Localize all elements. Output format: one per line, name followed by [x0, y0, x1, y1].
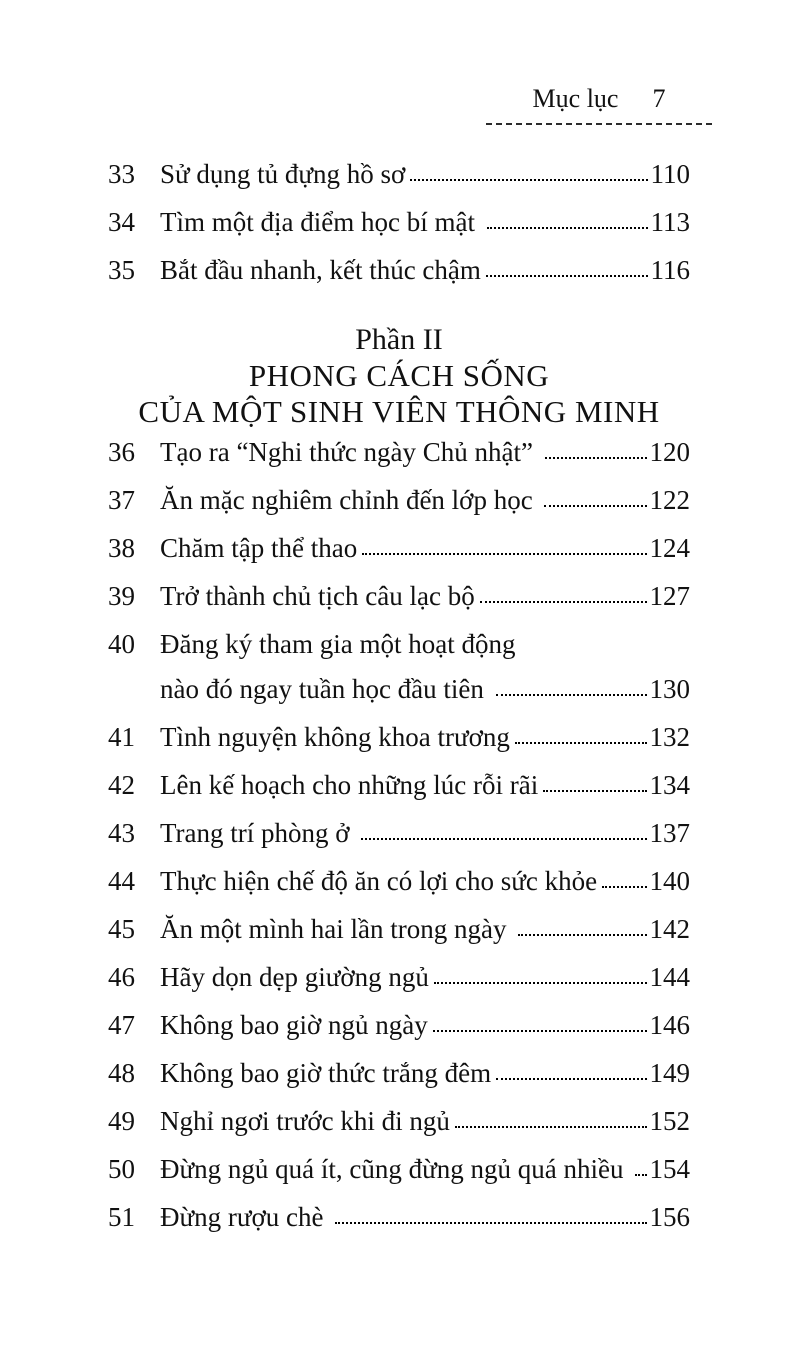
- entry-page-number: 113: [650, 207, 690, 237]
- entry-lines: [160, 1153, 690, 1185]
- toc-entry-41[interactable]: [108, 721, 690, 753]
- entry-line: [160, 158, 690, 190]
- entry-line: [160, 721, 690, 753]
- entry-number: 33: [108, 159, 135, 189]
- entry-title: Ăn một mình hai lần trong ngày: [160, 914, 514, 944]
- entry-lines: [160, 158, 690, 190]
- entry-line: [160, 673, 690, 705]
- entry-number: 46: [108, 962, 135, 992]
- toc-entry-47[interactable]: [108, 1009, 690, 1041]
- section-heading: [108, 322, 690, 430]
- toc-entry-42[interactable]: [108, 769, 690, 801]
- entry-lines: [160, 1057, 690, 1089]
- entry-page-number: 130: [649, 674, 690, 704]
- dot-leader: [434, 982, 647, 984]
- toc-entry-46[interactable]: [108, 961, 690, 993]
- entry-number: 39: [108, 581, 135, 611]
- entry-number: 47: [108, 1010, 135, 1040]
- entry-page-number: 132: [649, 722, 690, 752]
- entry-line: [160, 769, 690, 801]
- entry-number: 44: [108, 866, 135, 896]
- entry-page-number: 152: [649, 1106, 690, 1136]
- dot-leader: [518, 934, 646, 936]
- section-title-line-1: PHONG CÁCH SỐNG: [248, 358, 550, 393]
- entry-title: Không bao giờ ngủ ngày: [160, 1010, 428, 1040]
- entry-line: [160, 532, 690, 564]
- entry-line: [160, 961, 690, 993]
- entry-page-number: 149: [649, 1058, 690, 1088]
- entry-page-number: 144: [649, 962, 690, 992]
- entry-line: [160, 1009, 690, 1041]
- entry-page-number: 154: [649, 1154, 690, 1184]
- entry-number: 49: [108, 1106, 135, 1136]
- toc-entry-39[interactable]: [108, 580, 690, 612]
- entry-page-number: 127: [649, 581, 690, 611]
- entry-number: 45: [108, 914, 135, 944]
- entry-lines: [160, 206, 690, 238]
- dot-leader: [362, 553, 646, 555]
- entry-number: 51: [108, 1202, 135, 1232]
- entry-title: Trở thành chủ tịch câu lạc bộ: [160, 581, 475, 611]
- toc-entry-33[interactable]: [108, 158, 690, 190]
- entry-number: 37: [108, 485, 135, 515]
- dot-leader: [361, 838, 646, 840]
- entry-lines: [160, 484, 690, 516]
- section-part-label: Phần II: [355, 323, 443, 356]
- dot-leader: [602, 886, 646, 888]
- toc-entry-50[interactable]: [108, 1153, 690, 1185]
- entry-page-number: 124: [649, 533, 690, 563]
- entry-lines: [160, 769, 690, 801]
- entry-line: [160, 865, 690, 897]
- entry-number: 48: [108, 1058, 135, 1088]
- entry-line: [160, 254, 690, 286]
- dot-leader: [496, 694, 647, 696]
- entry-line: [160, 1201, 690, 1233]
- entry-lines: [160, 580, 690, 612]
- table-of-contents: [0, 158, 800, 1233]
- entry-line: [160, 913, 690, 945]
- toc-entry-37[interactable]: [108, 484, 690, 516]
- entry-lines: [160, 1009, 690, 1041]
- entry-line: [160, 206, 690, 238]
- entry-line: [160, 1105, 690, 1137]
- dot-leader: [455, 1126, 647, 1128]
- entry-lines: [160, 1105, 690, 1137]
- entry-page-number: 120: [649, 437, 690, 467]
- entry-title: nào đó ngay tuần học đầu tiên: [160, 674, 491, 704]
- toc-entry-51[interactable]: [108, 1201, 690, 1233]
- entry-line: [160, 1057, 690, 1089]
- toc-entry-36[interactable]: [108, 436, 690, 468]
- entry-title: Lên kế hoạch cho những lúc rỗi rãi: [160, 770, 539, 800]
- toc-entry-35[interactable]: [108, 254, 690, 286]
- entry-title: Đừng rượu chè: [160, 1202, 331, 1232]
- entry-page-number: 110: [650, 159, 690, 189]
- toc-entry-45[interactable]: [108, 913, 690, 945]
- entry-title: Ăn mặc nghiêm chỉnh đến lớp học: [160, 485, 540, 515]
- entry-line: [160, 436, 690, 468]
- entry-page-number: 134: [649, 770, 690, 800]
- dot-leader: [515, 742, 647, 744]
- entry-title: Sử dụng tủ đựng hồ sơ: [160, 159, 406, 189]
- entry-number: 35: [108, 255, 135, 285]
- entry-line: [160, 817, 690, 849]
- entry-lines: [160, 436, 690, 468]
- entry-number: 34: [108, 207, 135, 237]
- dot-leader: [433, 1030, 647, 1032]
- entry-title: Hãy dọn dẹp giường ngủ: [160, 962, 429, 992]
- entry-number: 38: [108, 533, 135, 563]
- toc-entry-43[interactable]: [108, 817, 690, 849]
- entry-page-number: 137: [649, 818, 690, 848]
- entry-lines: [160, 1201, 690, 1233]
- entry-title: Thực hiện chế độ ăn có lợi cho sức khỏe: [160, 866, 598, 896]
- header-page-number: 7: [652, 84, 666, 113]
- section-title-line-2: CỦA MỘT SINH VIÊN THÔNG MINH: [138, 394, 660, 429]
- dot-leader: [496, 1078, 646, 1080]
- entry-number: 50: [108, 1154, 135, 1184]
- header-title: Mục lục: [532, 84, 619, 113]
- entry-lines: [160, 961, 690, 993]
- dot-leader: [543, 790, 646, 792]
- entry-title: Không bao giờ thức trắng đêm: [160, 1058, 492, 1088]
- toc-entry-49[interactable]: [108, 1105, 690, 1137]
- page-header: [0, 0, 800, 125]
- entry-lines: [160, 865, 690, 897]
- entry-title: Đừng ngủ quá ít, cũng đừng ngủ quá nhiều: [160, 1154, 631, 1184]
- entry-lines: [160, 721, 690, 753]
- entry-page-number: 122: [649, 485, 690, 515]
- dot-leader: [545, 457, 647, 459]
- entry-number: 43: [108, 818, 135, 848]
- header-rule: [486, 84, 712, 125]
- entry-number: 42: [108, 770, 135, 800]
- entry-title: Đăng ký tham gia một hoạt động: [160, 629, 516, 659]
- toc-entry-48[interactable]: [108, 1057, 690, 1089]
- entry-line: [160, 1153, 690, 1185]
- toc-entry-40[interactable]: [108, 628, 690, 705]
- entry-title: Nghỉ ngơi trước khi đi ngủ: [160, 1106, 450, 1136]
- entry-title: Tìm một địa điểm học bí mật: [160, 207, 482, 237]
- dot-leader: [410, 179, 647, 181]
- entry-lines: [160, 532, 690, 564]
- dot-leader: [635, 1174, 646, 1176]
- toc-section-entries: [108, 436, 690, 1233]
- entry-lines: [160, 817, 690, 849]
- toc-entry-44[interactable]: [108, 865, 690, 897]
- entry-page-number: 156: [649, 1202, 690, 1232]
- dot-leader: [480, 601, 647, 603]
- entry-page-number: 142: [649, 914, 690, 944]
- entry-page-number: 140: [649, 866, 690, 896]
- entry-page-number: 146: [649, 1010, 690, 1040]
- toc-entry-38[interactable]: [108, 532, 690, 564]
- entry-line: [160, 580, 690, 612]
- entry-page-number: 116: [650, 255, 690, 285]
- dot-leader: [487, 227, 648, 229]
- toc-entry-34[interactable]: [108, 206, 690, 238]
- dot-leader: [335, 1222, 646, 1224]
- entry-title: Bắt đầu nhanh, kết thúc chậm: [160, 255, 481, 285]
- entry-line: [160, 484, 690, 516]
- entry-title: Tình nguyện không khoa trương: [160, 722, 510, 752]
- entry-number: 40: [108, 629, 135, 659]
- dot-leader: [486, 275, 648, 277]
- entry-lines: [160, 254, 690, 286]
- entry-number: 36: [108, 437, 135, 467]
- entry-title: Trang trí phòng ở: [160, 818, 357, 848]
- dot-leader: [544, 505, 646, 507]
- entry-line: [160, 628, 690, 660]
- entry-title: Tạo ra “Nghi thức ngày Chủ nhật”: [160, 437, 540, 467]
- entry-number: 41: [108, 722, 135, 752]
- entry-lines: [160, 628, 690, 705]
- toc-top-entries: [108, 158, 690, 286]
- entry-title: Chăm tập thể thao: [160, 533, 358, 563]
- entry-lines: [160, 913, 690, 945]
